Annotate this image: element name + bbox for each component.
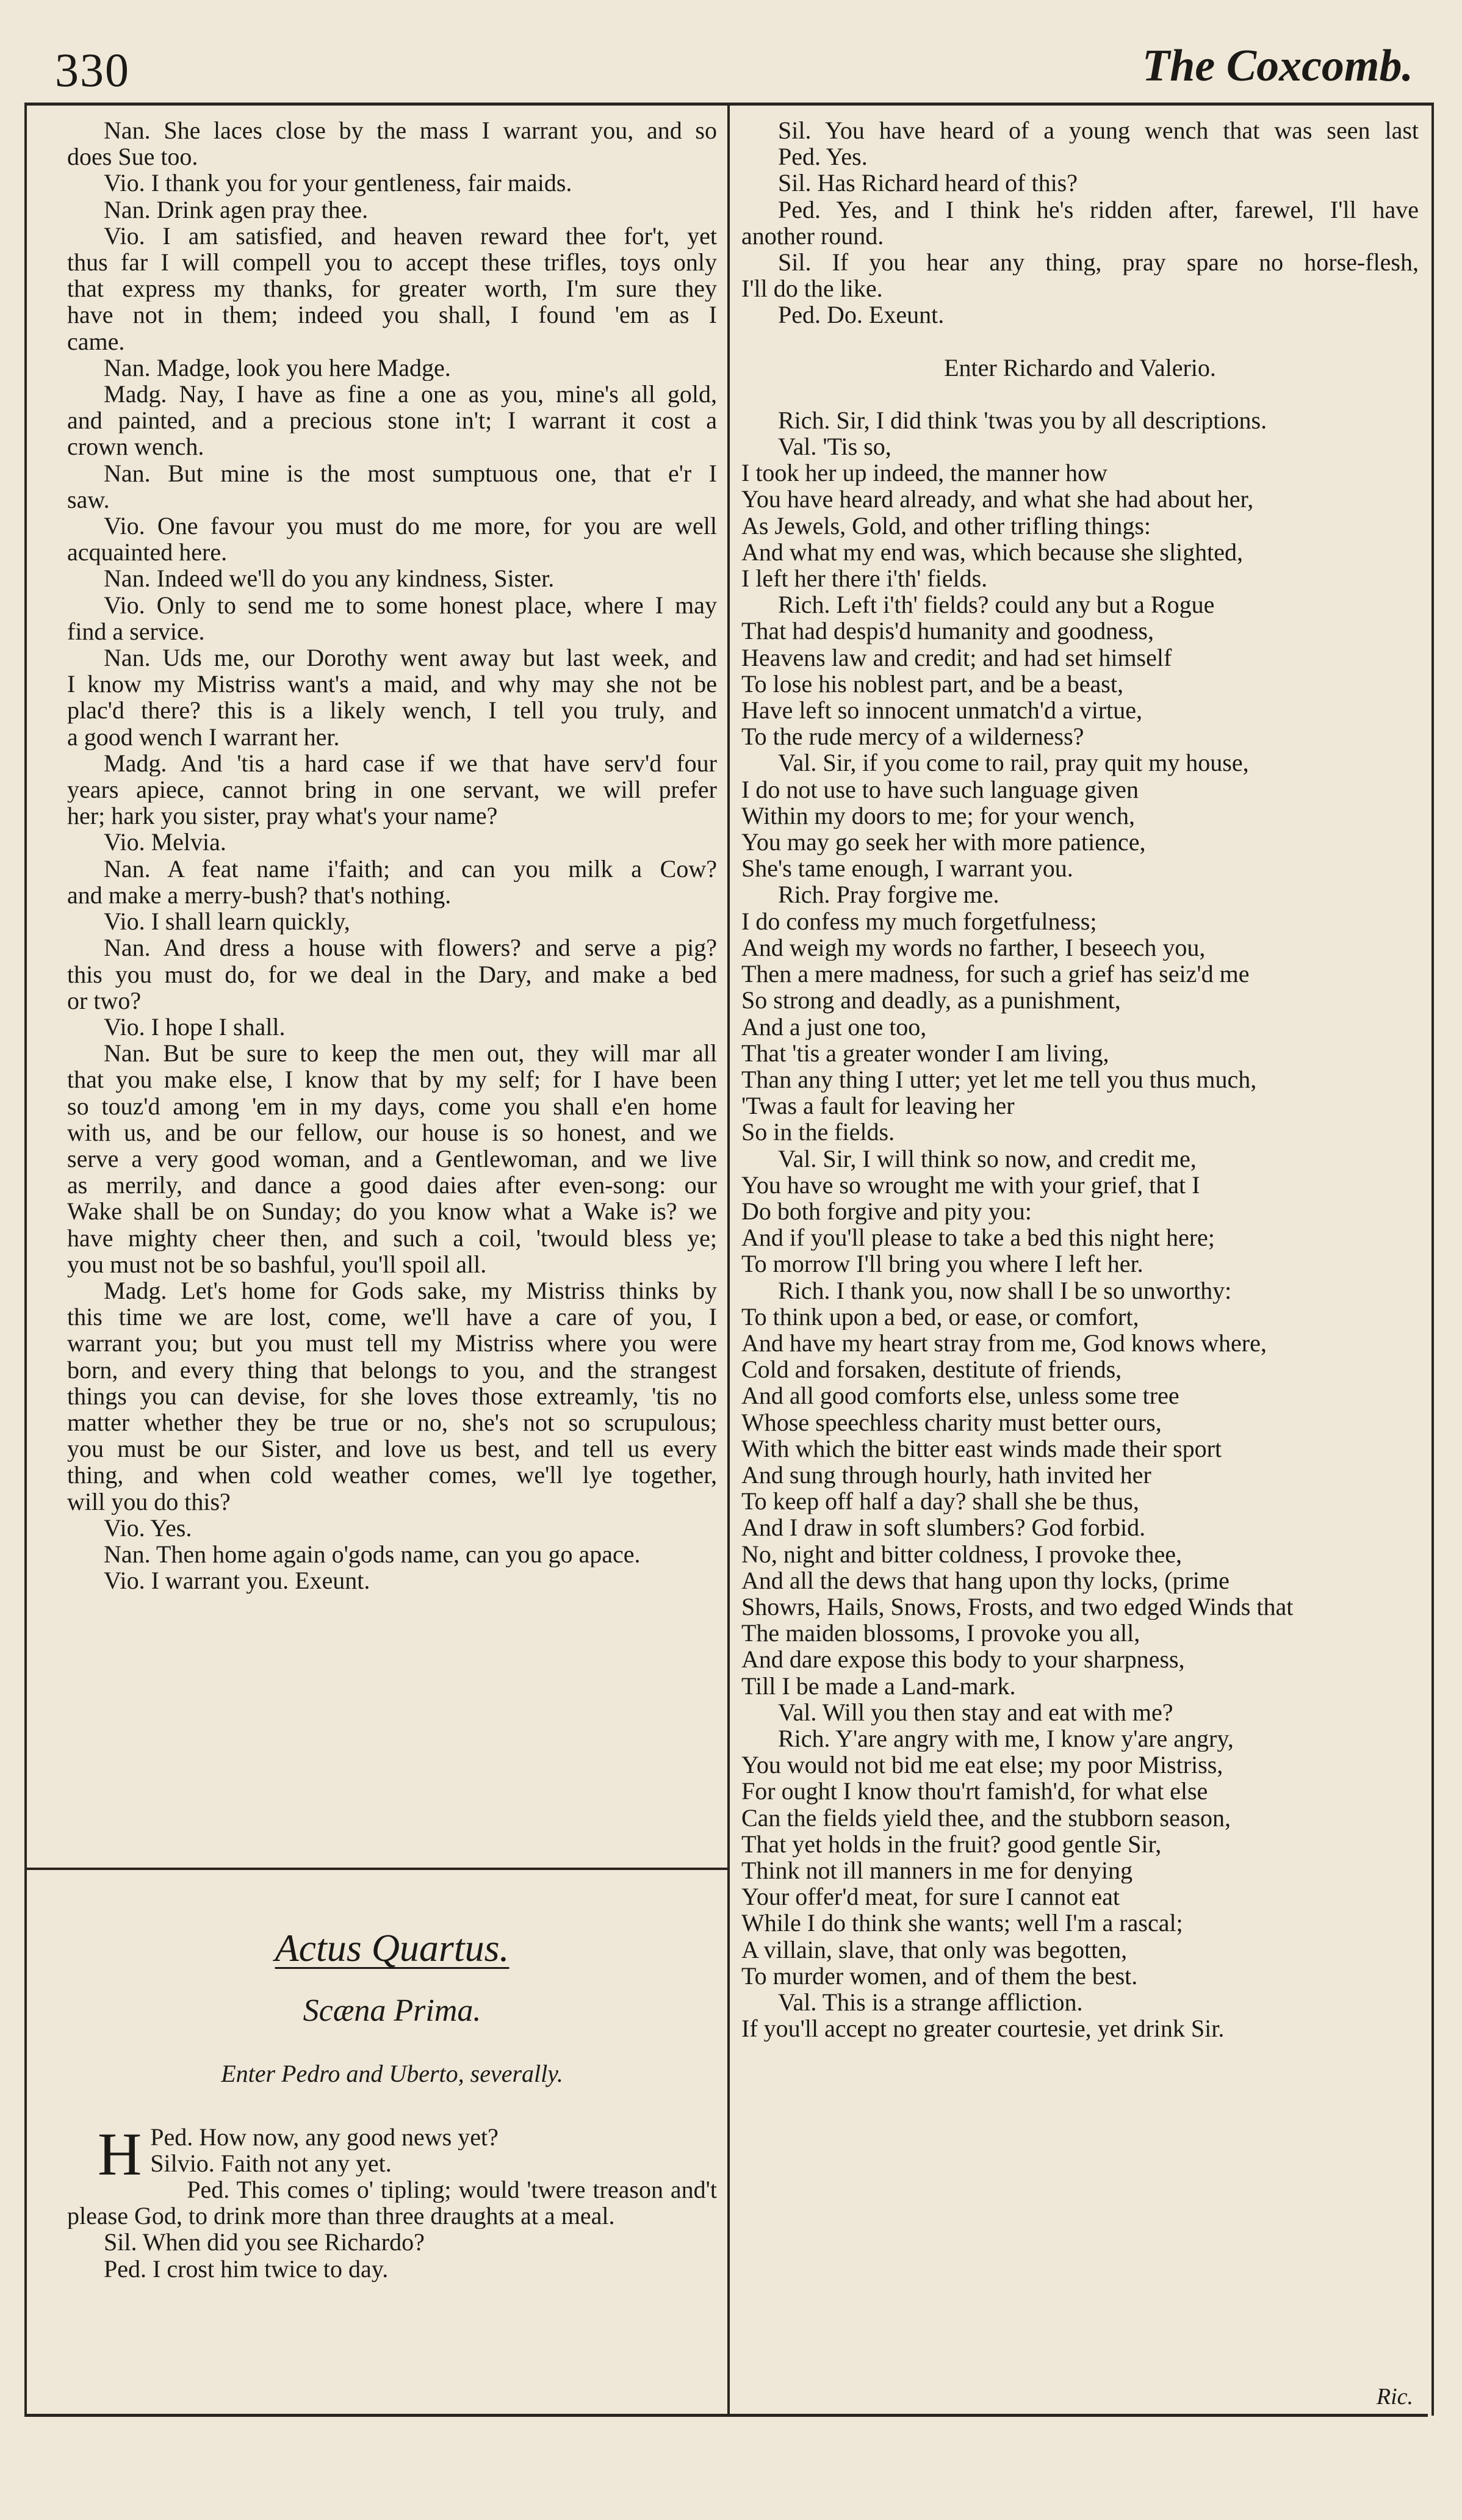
text-line: with us, and be our fellow, our house is so honest, and we: [67, 1119, 717, 1146]
text-line: Madg. Nay, I have as fine a one as you, mine's all gold,: [104, 381, 717, 408]
text-line: Sil. You have heard of a young wench that was seen last: [778, 117, 1419, 144]
text-line: For ought I know thou'rt famish'd, for what else: [741, 1778, 1208, 1805]
text-line: [741, 381, 1419, 407]
text-line: Vio. I am satisfied, and heaven reward thee for't, yet: [104, 222, 717, 250]
text-line: that you make else, I know that by my self; for I have been: [67, 1066, 717, 1093]
text-line: Vio. I thank you for your gentleness, fair maids.: [104, 170, 572, 197]
text-line: Your offer'd meat, for sure I cannot eat: [741, 1883, 1120, 1910]
text-line: Madg. And 'tis a hard case if we that have serv'd four: [104, 749, 717, 777]
text-line: thing, and when cold weather comes, we'll lye together,: [67, 1462, 717, 1489]
text-line: Val. Sir, I will think so now, and credit me,: [778, 1145, 1197, 1172]
text-line: Ped. Do. Exeunt.: [778, 301, 945, 328]
text-line: Vio. One favour you must do me more, for you are well: [104, 513, 717, 540]
text-line: Nan. And dress a house with flowers? and serve a pig?: [104, 934, 717, 961]
text-line: Enter Richardo and Valerio.: [944, 354, 1216, 381]
text-line: I took her up indeed, the manner how: [741, 460, 1107, 486]
text-line: And have my heart stray from me, God knows where,: [741, 1329, 1267, 1357]
text-line: As Jewels, Gold, and other trifling things:: [741, 512, 1151, 539]
text-line: Sil. Has Richard heard of this?: [778, 170, 1078, 197]
text-line: Showrs, Hails, Snows, Frosts, and two edged Winds that: [741, 1593, 1294, 1620]
text-line: Nan. Drink agen pray thee.: [104, 196, 369, 223]
scene-title: Scæna Prima.: [303, 1993, 481, 2029]
text-line: as merrily, and dance a good daies after even-song: our: [67, 1172, 717, 1199]
text-line: She's tame enough, I warrant you.: [741, 855, 1073, 882]
text-line: a good wench I warrant her.: [67, 723, 340, 750]
right-border: [1431, 103, 1434, 2416]
column-divider: [727, 103, 730, 2416]
text-line: And what my end was, which because she slighted,: [741, 538, 1244, 566]
text-line: To morrow I'll bring you where I left her.: [741, 1251, 1143, 1277]
text-line: To keep off half a day? shall she be thus,: [741, 1488, 1139, 1515]
dialogue-line: Ped. I crost him twice to day.: [104, 2255, 389, 2282]
text-line: So strong and deadly, as a punishment,: [741, 987, 1121, 1014]
text-line: Val. This is a strange affliction.: [778, 1989, 1083, 2016]
text-line: Heavens law and credit; and had set himself: [741, 644, 1172, 671]
text-line: Val. Will you then stay and eat with me?: [778, 1699, 1173, 1725]
text-line: Have left so innocent unmatch'd a virtue,: [741, 697, 1142, 724]
text-line: Val. Sir, if you come to rail, pray quit my house,: [778, 749, 1249, 776]
text-line: Ped. Yes, and I think he's ridden after, farewel, I'll have: [778, 196, 1419, 223]
text-line: To the rude mercy of a wilderness?: [741, 723, 1084, 750]
text-line: And dare expose this body to your sharpness,: [741, 1646, 1185, 1673]
text-line: To murder women, and of them the best.: [741, 1962, 1138, 1990]
text-line: Rich. Sir, I did think 'twas you by all descriptions.: [778, 406, 1267, 434]
text-line: You may go seek her with more patience,: [741, 829, 1146, 856]
text-line: Vio. Melvia.: [104, 829, 226, 856]
text-line: that express my thanks, for greater worth, I'm sure they: [67, 275, 717, 302]
text-line: Vio. I shall learn quickly,: [104, 908, 350, 935]
text-line: You have so wrought me with your grief, that I: [741, 1171, 1200, 1198]
text-line: plac'd there? this is a likely wench, I tell you truly, and: [67, 697, 717, 724]
text-line: and make a merry-bush? that's nothing.: [67, 881, 452, 909]
text-line: will you do this?: [67, 1488, 231, 1515]
text-line: Than any thing I utter; yet let me tell you thus much,: [741, 1066, 1257, 1093]
text-line: I do confess my much forgetfulness;: [741, 908, 1097, 934]
text-line: Vio. I warrant you. Exeunt.: [104, 1567, 370, 1594]
act-dialogue-lines: [67, 2120, 717, 2282]
text-line: matter whether they be true or no, she's not so scrupulous;: [67, 1409, 717, 1436]
text-line: And weigh my words no farther, I beseech you,: [741, 934, 1206, 961]
text-line: saw.: [67, 486, 110, 513]
text-line: You have heard already, and what she had about her,: [741, 486, 1254, 513]
text-line: And if you'll please to take a bed this night here;: [741, 1224, 1215, 1251]
text-line: Vio. Only to send me to some honest place, where I may: [104, 591, 717, 618]
dialogue-line: please God, to drink more than three draughts at a meal.: [67, 2203, 615, 2229]
text-line: Think not ill manners in me for denying: [741, 1857, 1133, 1884]
text-line: Nan. But mine is the most sumptuous one, that e'r I: [104, 460, 717, 486]
text-line: came.: [67, 328, 125, 355]
text-line: No, night and bitter coldness, I provoke thee,: [741, 1540, 1183, 1567]
text-line: Nan. Uds me, our Dorothy went away but last week, and: [104, 644, 717, 671]
right-column-text: [741, 117, 1419, 2042]
act-section: [67, 1892, 717, 2368]
text-line: and painted, and a precious stone in't; I warrant it cost a: [67, 407, 717, 434]
left-border: [24, 103, 27, 2416]
text-line: [741, 328, 1419, 355]
text-line: this you must do, for we deal in the Dary, and make a bed: [67, 961, 717, 987]
text-line: another round.: [741, 222, 884, 250]
text-line: You would not bid me eat else; my poor Mistriss,: [741, 1752, 1223, 1778]
text-line: Till I be made a Land-mark.: [741, 1672, 1016, 1699]
text-line: Within my doors to me; for your wench,: [741, 802, 1135, 829]
text-line: you must not be so bashful, you'll spoil all.: [67, 1251, 487, 1277]
text-line: That yet holds in the fruit? good gentle Sir,: [741, 1830, 1162, 1857]
text-line: Can the fields yield thee, and the stubborn season,: [741, 1804, 1231, 1831]
text-line: To think upon a bed, or ease, or comfort,: [741, 1303, 1139, 1330]
dialogue-line: Ped. How now, any good news yet?: [150, 2123, 499, 2150]
text-line: does Sue too.: [67, 143, 198, 170]
dialogue-line: Silvio. Faith not any yet.: [150, 2150, 392, 2177]
right-column: [741, 117, 1419, 2436]
text-line: have not in them; indeed you shall, I found 'em as I: [67, 301, 717, 328]
act-title: Actus Quartus.: [275, 1926, 510, 1969]
text-line: And all good comforts else, unless some tree: [741, 1382, 1179, 1409]
text-line: this time we are lost, come, we'll have a care of you, I: [67, 1304, 717, 1330]
text-line: Nan. Then home again o'gods name, can you go apace.: [104, 1540, 641, 1568]
text-line: Nan. Madge, look you here Madge.: [104, 354, 451, 381]
text-line: Nan. A feat name i'faith; and can you milk a Cow?: [104, 855, 717, 882]
text-line: And I draw in soft slumbers? God forbid.: [741, 1514, 1146, 1541]
text-line: Vio. I hope I shall.: [104, 1013, 286, 1041]
text-line: And sung through hourly, hath invited her: [741, 1461, 1151, 1489]
text-line: years apiece, cannot bring in one servant, we will prefer: [67, 776, 717, 803]
text-line: Nan. Indeed we'll do you any kindness, Sister.: [104, 565, 555, 592]
act-dialogue: [67, 2120, 717, 2282]
text-line: If you'll accept no greater courtesie, yet drink Sir.: [741, 2015, 1225, 2042]
dialogue-line: Sil. When did you see Richardo?: [104, 2229, 425, 2256]
text-line: To lose his noblest part, and be a beast,: [741, 670, 1123, 698]
text-line: so touz'd among 'em in my days, come you shall e'en home: [67, 1092, 717, 1119]
text-line: acquainted here.: [67, 539, 228, 566]
dialogue-line: Ped. This comes o' tipling; would 'twere treason and't: [187, 2176, 717, 2203]
text-line: I'll do the like.: [741, 275, 883, 302]
text-line: her; hark you sister, pray what's your name?: [67, 803, 498, 829]
text-line: Madg. Let's home for Gods sake, my Mistriss thinks by: [104, 1277, 717, 1304]
text-line: The maiden blossoms, I provoke you all,: [741, 1620, 1140, 1647]
text-line: Then a mere madness, for such a grief has seiz'd me: [741, 961, 1250, 987]
text-line: I know my Mistriss want's a maid, and why may she not be: [67, 671, 717, 698]
running-title: The Coxcomb.: [1142, 41, 1413, 91]
text-line: Vio. Yes.: [104, 1514, 192, 1541]
text-line: Cold and forsaken, destitute of friends,: [741, 1356, 1122, 1383]
text-line: Rich. Y'are angry with me, I know y'are angry,: [778, 1725, 1234, 1752]
text-line: Rich. I thank you, now shall I be so unworthy:: [778, 1277, 1232, 1304]
stage-direction: Enter Pedro and Uberto, severally.: [221, 2060, 563, 2088]
text-line: you must be our Sister, and love us best, and tell us every: [67, 1435, 717, 1462]
text-line: things you can devise, for she loves those extreamly, 'tis no: [67, 1382, 717, 1409]
text-line: Rich. Left i'th' fields? could any but a Rogue: [778, 591, 1215, 618]
text-line: A villain, slave, that only was begotten,: [741, 1936, 1128, 1963]
text-line: crown wench.: [67, 433, 204, 460]
text-line: While I do think she wants; well I'm a rascal;: [741, 1910, 1183, 1937]
text-line: or two?: [67, 987, 142, 1014]
text-line: Whose speechless charity must better ours,: [741, 1409, 1162, 1435]
text-line: I left her there i'th' fields.: [741, 565, 988, 592]
text-line: Rich. Pray forgive me.: [778, 881, 999, 908]
text-line: 'Twas a fault for leaving her: [741, 1092, 1015, 1119]
text-line: That had despis'd humanity and goodness,: [741, 618, 1154, 644]
text-line: And all the dews that hang upon thy locks, (prime: [741, 1567, 1230, 1594]
text-line: find a service.: [67, 618, 205, 645]
text-line: warrant you; but you must tell my Mistriss where you were: [67, 1330, 717, 1357]
catchword: Ric.: [1376, 2384, 1413, 2410]
text-line: And a just one too,: [741, 1013, 927, 1040]
left-column-text: [67, 117, 717, 1594]
text-line: Val. 'Tis so,: [778, 433, 891, 460]
bottom-rule: [24, 2414, 1428, 2417]
text-line: I do not use to have such language given: [741, 776, 1139, 803]
text-line: have mighty cheer then, and such a coil, 'twould bless ye;: [67, 1224, 717, 1251]
page-header: [0, 0, 1462, 98]
text-line: With which the bitter east winds made their sport: [741, 1435, 1222, 1462]
text-line: So in the fields.: [741, 1119, 895, 1146]
text-line: born, and every thing that belongs to you, and the strangest: [67, 1356, 717, 1383]
text-line: That 'tis a greater wonder I am living,: [741, 1039, 1109, 1066]
text-line: Sil. If you hear any thing, pray spare no horse-flesh,: [778, 249, 1419, 276]
drop-cap: H: [98, 2120, 142, 2188]
text-line: Nan. She laces close by the mass I warrant you, and so: [104, 117, 717, 144]
text-line: Nan. But be sure to keep the men out, they will mar all: [104, 1040, 717, 1067]
text-line: thus far I will compell you to accept these trifles, toys only: [67, 249, 717, 276]
text-line: serve a very good woman, and a Gentlewoman, and we live: [67, 1145, 717, 1172]
text-line: Wake shall be on Sunday; do you know what a Wake is? we: [67, 1198, 717, 1225]
page-number: 330: [55, 43, 130, 96]
text-line: Do both forgive and pity you:: [741, 1197, 1032, 1225]
text-line: Ped. Yes.: [778, 143, 868, 170]
